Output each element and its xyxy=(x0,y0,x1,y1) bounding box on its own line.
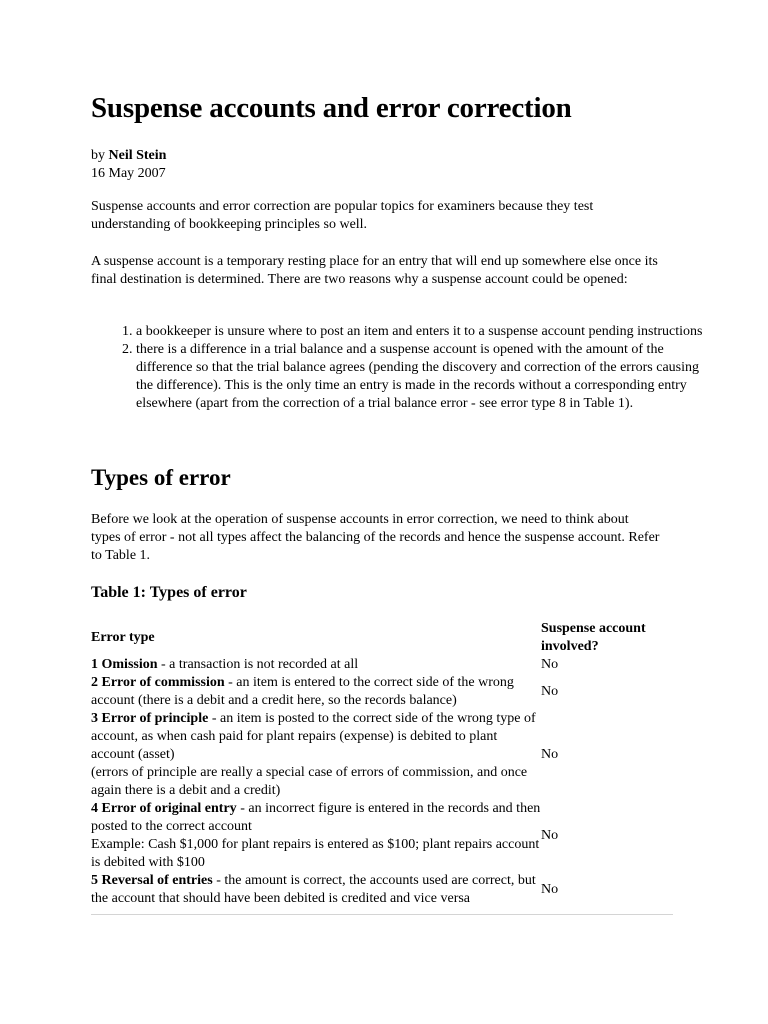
table-row xyxy=(91,710,673,800)
error-term: 1 Omission xyxy=(91,657,158,672)
error-term: 2 Error of commission xyxy=(91,675,225,690)
section-heading: Types of error xyxy=(91,465,231,490)
error-note: (errors of principle are really a special case of errors of commission, and once again there is a debit and a credit) xyxy=(91,765,528,798)
column-header-suspense: Suspense account involved? xyxy=(541,621,646,654)
error-term: 5 Reversal of entries xyxy=(91,873,213,888)
table-row xyxy=(91,674,673,710)
byline xyxy=(91,147,166,183)
suspense-value: No xyxy=(541,882,559,897)
table-row xyxy=(91,800,673,872)
section-intro-paragraph: Before we look at the operation of suspense accounts in error correction, we need to think about types of error - not all types affect the balancing of the records and hence the suspense account. Refer to Table 1. xyxy=(91,512,660,563)
error-description: - the amount is correct, the accounts used are correct, but the account that should have been debited is credited and vice versa xyxy=(91,873,536,906)
suspense-value: No xyxy=(541,657,559,672)
suspense-value: No xyxy=(541,828,559,843)
definition-paragraph: A suspense account is a temporary resting place for an entry that will end up somewhere else once its final destination is determined. There are two reasons why a suspense account could be opened: xyxy=(91,254,658,287)
table-title: Table 1: Types of error xyxy=(91,584,247,601)
intro-paragraph: Suspense accounts and error correction are popular topics for examiners because they test understanding of bookkeeping principles so well. xyxy=(91,199,594,232)
error-description: - an item is posted to the correct side of the wrong type of account, as when cash paid for plant repairs (expense) is debited to plant account (asset) xyxy=(91,711,536,762)
column-header-error-type: Error type xyxy=(91,630,155,645)
error-term: 4 Error of original entry xyxy=(91,801,237,816)
suspense-value: No xyxy=(541,684,559,699)
table-divider xyxy=(91,914,673,915)
error-term: 3 Error of principle xyxy=(91,711,209,726)
error-description: - an incorrect figure is entered in the records and then posted to the correct account xyxy=(91,801,541,834)
error-description: - an item is entered to the correct side of the wrong account (there is a debit and a credit here, so the records balance) xyxy=(91,675,514,708)
table-row xyxy=(91,656,673,674)
author-name: Neil Stein xyxy=(108,148,167,163)
byline-prefix: by xyxy=(91,148,105,163)
reasons-list xyxy=(91,323,706,413)
suspense-value: No xyxy=(541,747,559,762)
table-row xyxy=(91,872,673,908)
list-item: 1. a bookkeeper is unsure where to post an item and enters it to a suspense account pending instructions xyxy=(136,323,706,341)
error-description: - a transaction is not recorded at all xyxy=(157,657,359,672)
table-header-row xyxy=(91,620,673,656)
article-title: Suspense accounts and error correction xyxy=(91,92,572,124)
publish-date: 16 May 2007 xyxy=(91,166,166,181)
error-note: Example: Cash $1,000 for plant repairs is entered as $100; plant repairs account is debited with $100 xyxy=(91,837,540,870)
error-types-table xyxy=(91,620,673,915)
list-item: 2. there is a difference in a trial balance and a suspense account is opened with the amount of the difference so that the trial balance agrees (pending the discovery and correction of the errors causing the difference). This is the only time an entry is made in the records without a corresponding entry elsewhere (apart from the correction of a trial balance error - see error type 8 in Table 1). xyxy=(136,341,706,413)
